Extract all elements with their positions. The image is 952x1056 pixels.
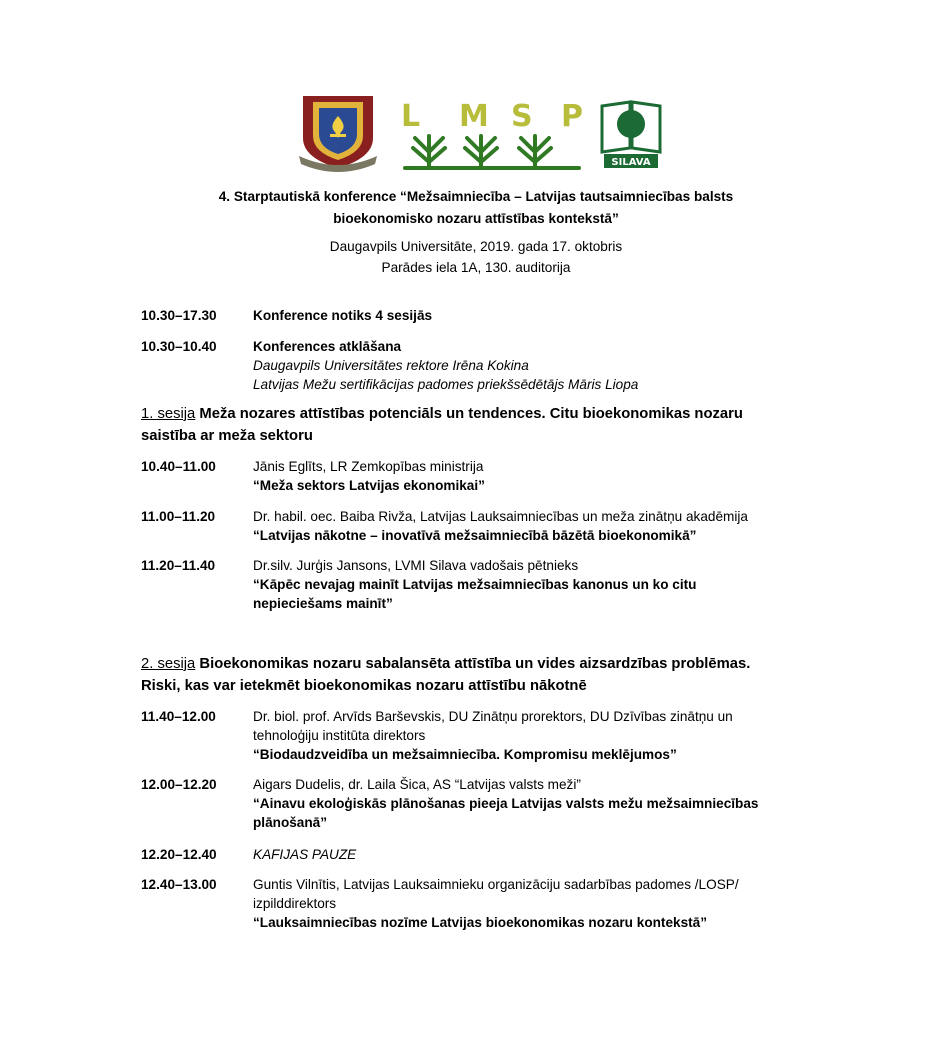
opening-speaker: Daugavpils Universitātes rektore Irēna Kokina (253, 358, 529, 373)
svg-text:S: S (511, 99, 533, 134)
talk-title: “Biodaudzveidība un mežsaimniecība. Kompromisu meklējumos” (253, 747, 677, 762)
session-heading-1 (141, 403, 831, 447)
session-title: Riski, kas var ietekmēt bioekonomikas nozaru attīstību nākotnē (141, 678, 587, 694)
speaker: Guntis Vilnītis, Latvijas Lauksaimnieku organizāciju sadarbības padomes /LOSP/ (253, 877, 739, 892)
session-label: 2. sesija (141, 656, 196, 672)
talk-title: “Latvijas nākotne – inovatīvā mežsaimniecībā bāzētā bioekonomikā” (253, 528, 697, 543)
talk-title: nepieciešams mainīt” (253, 596, 393, 611)
venue-date: Daugavpils Universitāte, 2019. gada 17. oktobris (329, 239, 623, 254)
speaker: Dr.silv. Jurģis Jansons, LVMI Silava vadošais pētnieks (253, 558, 579, 573)
speaker: Jānis Eglīts, LR Zemkopības ministrija (253, 459, 484, 474)
time-slot: 11.40–12.00 (141, 709, 216, 724)
overview-text: Konference notiks 4 sesijās (253, 308, 433, 323)
time-slot: 11.00–11.20 (141, 509, 216, 524)
speaker: Dr. biol. prof. Arvīds Barševskis, DU Zinātņu prorektors, DU Dzīvības zinātņu un (253, 709, 733, 724)
coffee-break: KAFIJAS PAUZE (253, 847, 357, 862)
conference-title-line-1: 4. Starptautiskā konference “Mežsaimniecība – Latvijas tautsaimniecības balsts (218, 189, 734, 204)
talk-title: “Meža sektors Latvijas ekonomikai” (253, 478, 485, 493)
talk-title: plānošanā” (253, 815, 328, 830)
speaker: tehnoloģiju institūta direktors (253, 728, 426, 743)
time-slot: 10.30–10.40 (141, 339, 217, 354)
opening-speaker: Latvijas Mežu sertifikācijas padomes priekšsēdētājs Māris Liopa (253, 377, 639, 392)
university-crest-logo (297, 94, 379, 176)
time-slot: 11.20–11.40 (141, 558, 216, 573)
speaker: Dr. habil. oec. Baiba Rivža, Latvijas Lauksaimniecības un meža zinātņu akadēmija (253, 509, 748, 524)
svg-text:P: P (561, 99, 583, 134)
silava-logo (600, 98, 662, 170)
speaker: izpilddirektors (253, 896, 337, 911)
talk-title: “Ainavu ekoloģiskās plānošanas pieeja Latvijas valsts mežu mežsaimniecības (253, 796, 759, 811)
time-slot: 12.20–12.40 (141, 847, 217, 862)
venue-address: Parādes iela 1A, 130. auditorija (381, 260, 571, 275)
conference-title-line-2: bioekonomisko nozaru attīstības kontekstā” (333, 211, 619, 226)
session-heading-2 (141, 653, 831, 697)
svg-text:M: M (459, 99, 489, 134)
svg-text:SILAVA: SILAVA (611, 157, 651, 168)
speaker: Aigars Dudelis, dr. Laila Šica, AS “Latvijas valsts meži” (253, 777, 581, 792)
talk-title: “Lauksaimniecības nozīme Latvijas bioekonomikas nozaru kontekstā” (253, 915, 708, 930)
time-slot: 10.30–17.30 (141, 308, 217, 323)
time-slot: 12.00–12.20 (141, 777, 217, 792)
time-slot: 12.40–13.00 (141, 877, 217, 892)
session-label: 1. sesija (141, 406, 196, 422)
session-title: Meža nozares attīstības potenciāls un tendences. Citu bioekonomikas nozaru (199, 406, 743, 422)
lmsp-logo (401, 96, 583, 170)
logo-bar (297, 94, 667, 176)
svg-text:L: L (401, 99, 421, 134)
session-title: Bioekonomikas nozaru sabalansēta attīstība un vides aizsardzības problēmas. (199, 656, 751, 672)
opening-title: Konferences atklāšana (253, 339, 402, 354)
time-slot: 10.40–11.00 (141, 459, 216, 474)
session-title: saistība ar meža sektoru (141, 428, 313, 444)
talk-title: “Kāpēc nevajag mainīt Latvijas mežsaimniecības kanonus un ko citu (253, 577, 697, 592)
